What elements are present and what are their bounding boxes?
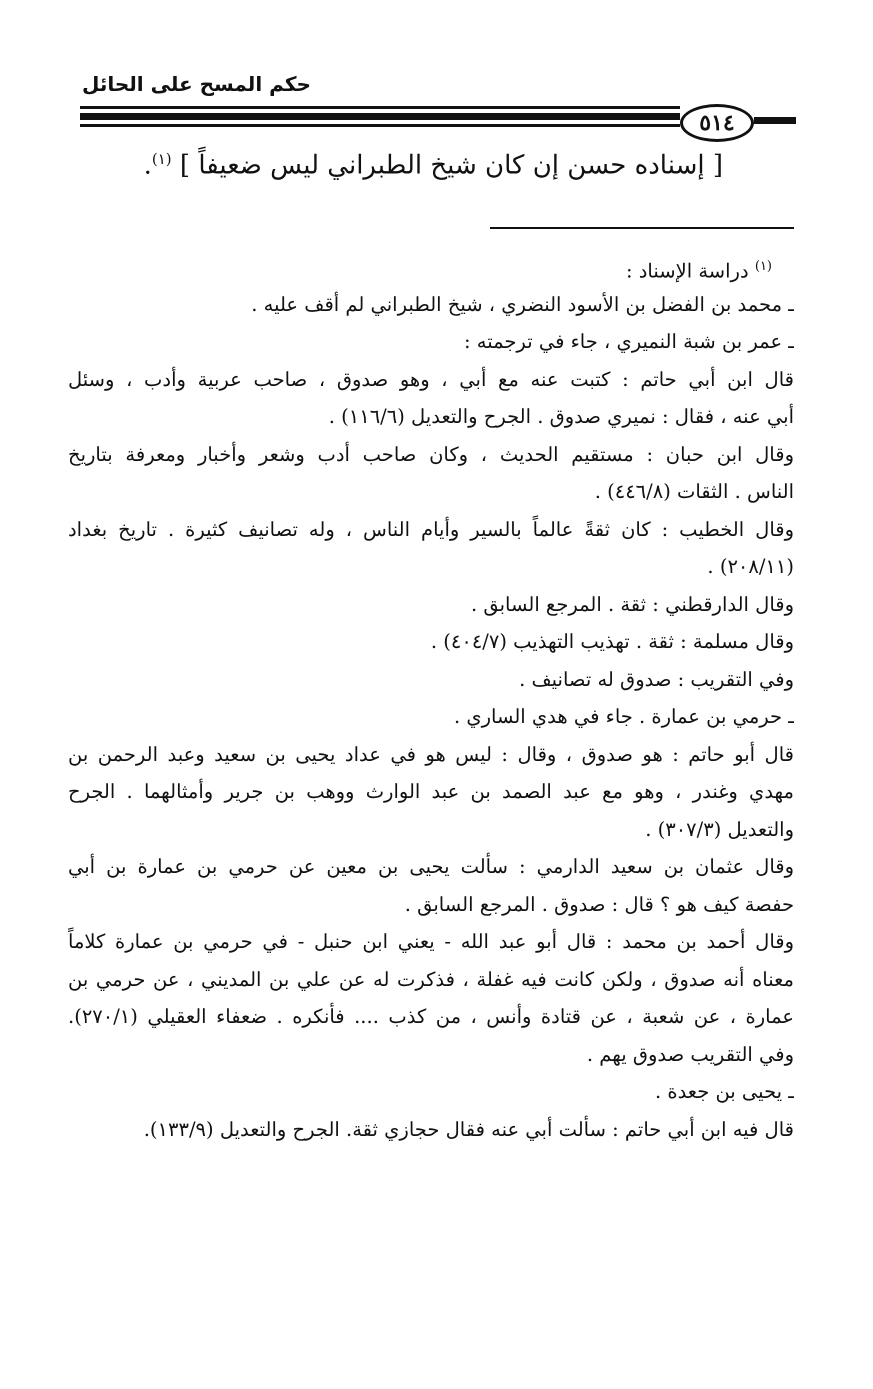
- footnote-line: وقال أحمد بن محمد : قال أبو عبد الله - يعني ابن حنبل - في حرمي بن عمارة كلاماً: [68, 930, 794, 953]
- footnote-line: الناس . الثقات (٤٤٦/٨) .: [594, 480, 794, 503]
- header-rule-bottom: [80, 124, 680, 127]
- main-text-line: [144, 150, 723, 181]
- footnote-line: معناه أنه صدوق ، ولكن كانت فيه غفلة ، فذكرت له عن علي بن المديني ، عن حرمي بن: [68, 967, 794, 991]
- header-rule-right: [754, 117, 796, 124]
- footnote-line: وفي التقريب : صدوق له تصانيف .: [519, 667, 794, 691]
- footnote-line: وقال الدارقطني : ثقة . المرجع السابق .: [470, 592, 794, 616]
- footnote-line: قال فيه ابن أبي حاتم : سألت أبي عنه فقال حجازي ثقة. الجرح والتعديل (١٣٣/٩).: [143, 1117, 794, 1141]
- footnote-line: قال ابن أبي حاتم : كتبت عنه مع أبي ، وهو صدوق ، صاحب عربية وأدب ، وسئل: [68, 367, 794, 391]
- footnote-line: ـ يحيى بن جعدة .: [654, 1080, 794, 1103]
- footnote-line: وقال ابن حبان : مستقيم الحديث ، وكان صاحب أدب وشعر وأخبار ومعرفة بتاريخ: [68, 442, 794, 466]
- footnote-line: وقال عثمان بن سعيد الدارمي : سألت يحيى بن معين عن حرمي بن عمارة بن أبي: [68, 855, 794, 878]
- footnotes: [68, 248, 794, 1148]
- header-rule-top: [80, 106, 680, 109]
- footnote-line: أبي عنه ، فقال : نميري صدوق . الجرح والتعديل (١١٦/٦) .: [328, 405, 794, 428]
- running-title: حكم المسح على الحائل: [82, 72, 311, 96]
- footnote-marker: (١): [754, 259, 772, 274]
- footnote-line-text: دراسة الإسناد :: [625, 259, 749, 283]
- footnote-line: وقال مسلمة : ثقة . تهذيب التهذيب (٤٠٤/٧) .: [430, 630, 794, 653]
- footnote-line: قال أبو حاتم : هو صدوق ، وقال : ليس هو في عداد يحيى بن سعيد وعبد الرحمن بن: [68, 742, 794, 766]
- header-rule-thick: [80, 113, 680, 120]
- footnote-separator: [490, 227, 794, 229]
- footnote-line: مهدي وغندر ، وهو مع عبد الصمد بن عبد الوارث ووهب بن جرير وأمثالهما . الجرح: [68, 780, 794, 803]
- footnote-line: ـ حرمي بن عمارة . جاء في هدي الساري .: [453, 705, 794, 728]
- footnote-line: وقال الخطيب : كان ثقةً عالماً بالسير وأيام الناس ، وله تصانيف كثيرة . تاريخ بغداد: [68, 517, 794, 541]
- page-number: [680, 104, 754, 142]
- footnote-line: حفصة كيف هو ؟ قال : صدوق . المرجع السابق .: [404, 892, 794, 916]
- main-text: [ إسناده حسن إن كان شيخ الطبراني ليس ضعيفاً ]: [179, 150, 723, 181]
- main-text-end: .: [143, 150, 152, 181]
- footnote-line: ـ عمر بن شبة النميري ، جاء في ترجمته :: [464, 330, 794, 353]
- footnote-line: والتعديل (٣٠٧/٣) .: [645, 817, 794, 841]
- footnote-line: (٢٠٨/١١) .: [707, 555, 794, 578]
- footnote-reference: (١): [151, 150, 172, 168]
- footnote-line: [68, 248, 794, 286]
- footnote-line: ـ محمد بن الفضل بن الأسود النضري ، شيخ الطبراني لم أقف عليه .: [251, 292, 794, 316]
- footnote-line: عمارة ، عن شعبة ، عن قتادة وأنس ، من كذب .... فأنكره . ضعفاء العقيلي (٢٧٠/١).: [68, 1005, 794, 1028]
- footnote-line: وفي التقريب صدوق يهم .: [586, 1042, 794, 1066]
- page-number-text: ٥١٤: [699, 110, 735, 136]
